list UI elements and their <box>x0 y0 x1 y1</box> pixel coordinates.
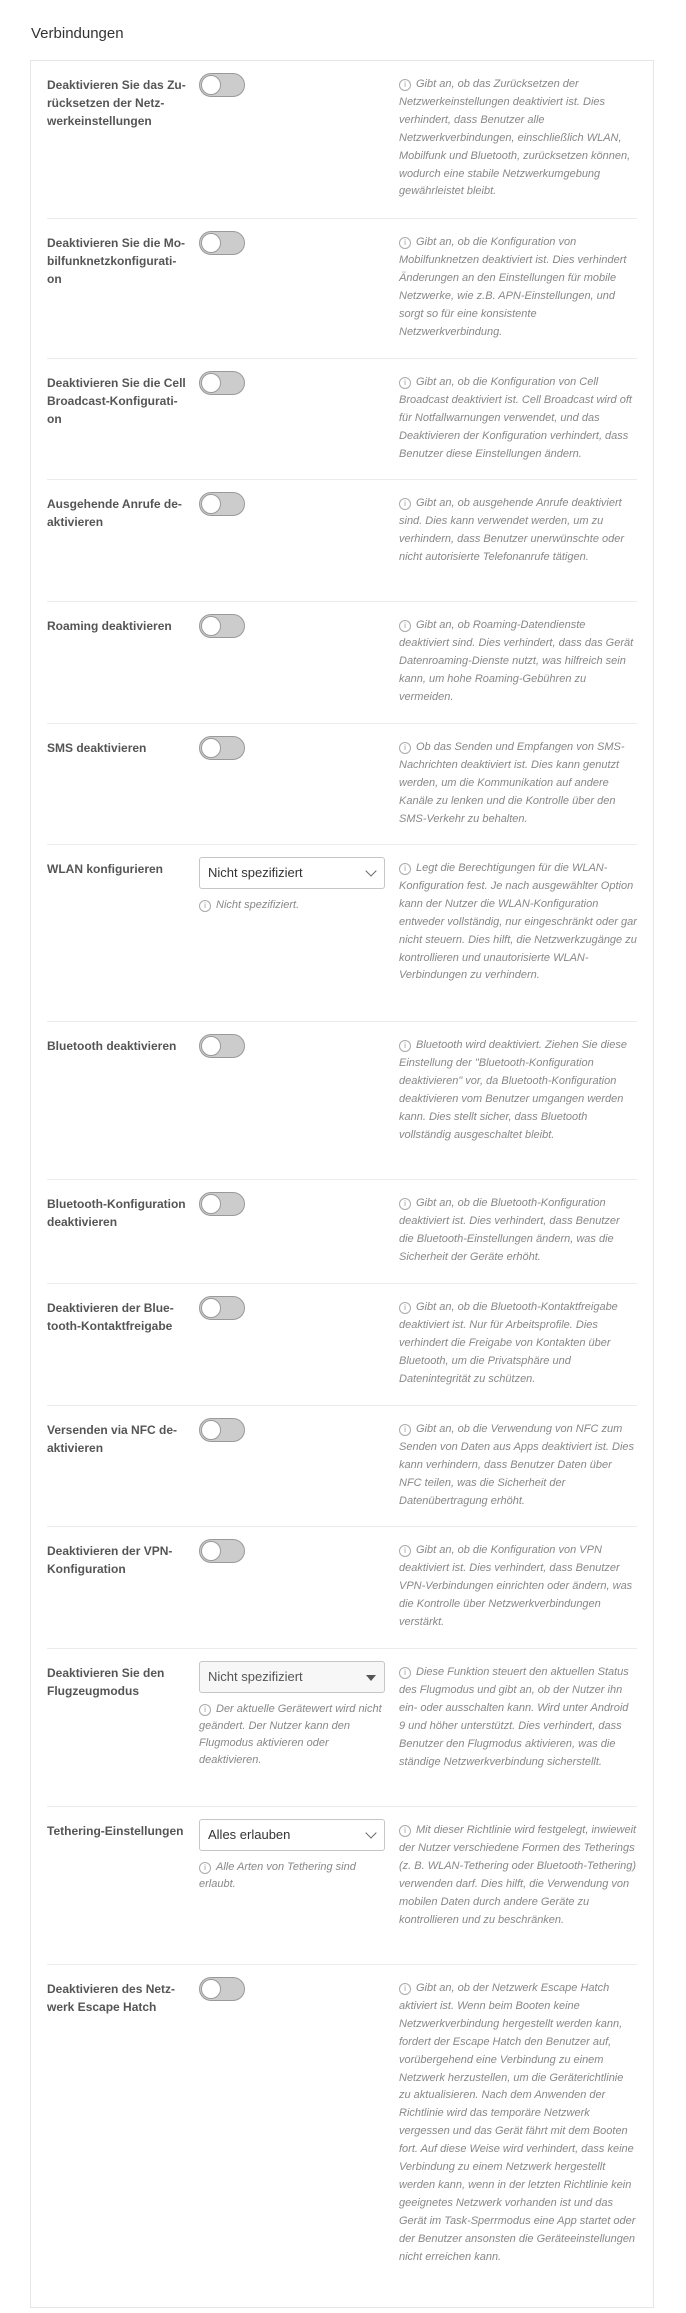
setting-label: WLAN konfigurieren <box>47 862 163 876</box>
hint-text: Alle Arten von Tethering sind erlaubt. <box>199 1861 356 1890</box>
bluetooth-toggle[interactable] <box>199 1034 245 1058</box>
setting-label: Versenden via NFC de-aktivieren <box>47 1423 178 1455</box>
info-icon: i <box>399 1825 411 1837</box>
setting-row-cell-broadcast <box>47 359 637 480</box>
setting-label: Deaktivieren des Netz-werk Escape Hatch <box>47 1982 176 2014</box>
setting-label: Deaktivieren Sie die Mo-bilfunknetzkonfigurati-on <box>47 236 186 286</box>
nfc-toggle[interactable] <box>199 1418 245 1442</box>
info-icon: i <box>399 1040 411 1052</box>
setting-row-nfc <box>47 1406 637 1527</box>
setting-label: Deaktivieren Sie die Cell Broadcast-Konfigurati-on <box>47 376 186 426</box>
description-text: Gibt an, ob die Verwendung von NFC zum Senden von Daten aus Apps deaktiviert ist. Dies kann verhindern, dass Benutzer Daten über NFC teilen, was die Sicherheit der Datenübertragung erhöht. <box>399 1423 635 1507</box>
setting-row-tethering <box>47 1807 637 1965</box>
setting-description <box>399 1542 637 1632</box>
chevron-down-icon <box>365 1827 376 1838</box>
info-icon: i <box>399 237 411 249</box>
select-hint <box>199 1859 387 1893</box>
setting-description <box>399 1980 637 2267</box>
setting-row-wlan-config <box>47 845 637 1022</box>
description-text: Gibt an, ob Roaming-Datendienste deaktiviert sind. Dies verhindert, dass das Gerät Datenroaming-Dienste nutzt, was hilfreich sein kann, um hohe Roaming-Gebühren zu vermeiden. <box>399 619 634 703</box>
setting-label: Bluetooth deaktivieren <box>47 1039 177 1053</box>
description-text: Gibt an, ob die Bluetooth-Kontaktfreigabe deaktiviert ist. Nur für Arbeitsprofile. Dies verhindert die Freigabe von Kontakten über Bluetooth, um die Privatsphäre und Datenintegrität zu schützen. <box>399 1301 618 1385</box>
select-hint <box>199 1701 387 1769</box>
description-text: Gibt an, ob der Netzwerk Escape Hatch aktiviert ist. Wenn beim Booten keine Netzwerkverbindung hergestellt werden kann, fordert der Escape Hatch den Benutzer auf, vorübergehend eine Verbindung zu einem Netzwerk herzustellen, um die Geräterichtlinie zu aktualisieren. Nach dem Anwenden der Richtlinie wird das temporäre Netzwerk vergessen und das Gerät fährt mit dem Booten fort. Auf diese Weise wird verhindert, dass keine Verbindung zu einem Netzwerk hergestellt werden kann, wenn in der letzten Richtlinie kein geeignetes Netzwerk vorhanden ist und das Gerät im Task-Sperrmodus eine App startet oder der Benutzer ansonsten die Geräteeinstellungen nicht erreichen kann. <box>399 1982 636 2263</box>
hint-text: Der aktuelle Gerätewert wird nicht geändert. Der Nutzer kann den Flugmodus aktivieren oder deaktivieren. <box>199 1703 382 1766</box>
outgoing-calls-toggle[interactable] <box>199 492 245 516</box>
description-text: Gibt an, ob die Bluetooth-Konfiguration deaktiviert ist. Dies verhindert, dass Benutzer die Bluetooth-Einstellungen ändern, was die Sicherheit der Geräte erhöht. <box>399 1197 620 1263</box>
caret-down-icon <box>366 1675 376 1681</box>
info-icon: i <box>199 1862 211 1874</box>
setting-row-outgoing-calls <box>47 480 637 602</box>
setting-description <box>399 860 637 985</box>
bluetooth-contacts-toggle[interactable] <box>199 1296 245 1320</box>
info-icon: i <box>199 1704 211 1716</box>
toggle-knob <box>201 1194 221 1214</box>
toggle-knob <box>201 1979 221 1999</box>
setting-row-roaming <box>47 602 637 724</box>
setting-row-vpn <box>47 1527 637 1649</box>
cell-broadcast-toggle[interactable] <box>199 371 245 395</box>
description-text: Mit dieser Richtlinie wird festgelegt, inwieweit der Nutzer verschiedene Formen des Tetherings (z. B. WLAN-Tethering oder Bluetooth-Tethering) verwenden darf. Dies hilft, die Verwendung von mobilen Daten durch andere Geräte zu kontrollieren und zu beschränken. <box>399 1824 637 1926</box>
info-icon: i <box>399 1667 411 1679</box>
setting-description <box>399 495 637 567</box>
info-icon: i <box>399 1424 411 1436</box>
setting-description <box>399 1664 637 1771</box>
airplane-mode-select[interactable] <box>199 1661 385 1693</box>
setting-label: Deaktivieren Sie das Zu-rücksetzen der Netz-werkeinstellungen <box>47 78 186 128</box>
setting-description <box>399 739 637 829</box>
description-text: Bluetooth wird deaktiviert. Ziehen Sie diese Einstellung der "Bluetooth-Konfiguration deaktivieren" vor, da Bluetooth-Konfiguration deaktivieren vom Benutzer umgangen werden kann. Dies stellt sicher, dass Bluetooth vollständig ausgeschaltet bleibt. <box>399 1039 627 1141</box>
wlan-config-select[interactable] <box>199 857 385 889</box>
toggle-knob <box>201 738 221 758</box>
toggle-knob <box>201 1298 221 1318</box>
setting-row-airplane-mode <box>47 1649 637 1807</box>
setting-description <box>399 1421 637 1511</box>
info-icon: i <box>199 900 211 912</box>
info-icon: i <box>399 1198 411 1210</box>
setting-label: Roaming deaktivieren <box>47 619 172 633</box>
setting-label: Deaktivieren Sie den Flugzeugmodus <box>47 1666 165 1698</box>
connections-card <box>30 60 654 2308</box>
info-icon: i <box>399 79 411 91</box>
select-value: Nicht spezifiziert <box>208 865 303 880</box>
setting-label: Tethering-Einstellungen <box>47 1824 184 1838</box>
setting-description <box>399 76 637 201</box>
select-value: Nicht spezifiziert <box>208 1669 303 1684</box>
toggle-knob <box>201 233 221 253</box>
description-text: Diese Funktion steuert den aktuellen Status des Flugmodus und gibt an, ob der Nutzer ihn ein- oder ausschalten kann. Wird unter Android 9 und höher unterstützt. Dies verhindert, dass Benutzer den Flugmodus aktivieren, was die ständige Netzwerkverbindung sicherstellt. <box>399 1666 629 1768</box>
info-icon: i <box>399 742 411 754</box>
info-icon: i <box>399 620 411 632</box>
setting-label: Ausgehende Anrufe de-aktivieren <box>47 497 182 529</box>
description-text: Ob das Senden und Empfangen von SMS-Nachrichten deaktiviert ist. Dies kann genutzt werden, um die Kommunikation auf andere Kanäle zu lenken und die Kontrolle über den SMS-Verkehr zu behalten. <box>399 741 625 825</box>
description-text: Gibt an, ob die Konfiguration von Cell Broadcast deaktiviert ist. Cell Broadcast wird oft für Notfallwarnungen verwendet, und das Deaktivieren der Konfiguration verhindert, dass Benutzer diese Einstellungen ändern. <box>399 376 632 460</box>
mobile-network-toggle[interactable] <box>199 231 245 255</box>
setting-label: Deaktivieren der VPN-Konfiguration <box>47 1544 173 1576</box>
setting-row-bluetooth <box>47 1022 637 1180</box>
chevron-down-icon <box>365 865 376 876</box>
toggle-knob <box>201 494 221 514</box>
vpn-toggle[interactable] <box>199 1539 245 1563</box>
setting-row-network-reset <box>47 61 637 219</box>
sms-toggle[interactable] <box>199 736 245 760</box>
select-value: Alles erlauben <box>208 1827 291 1842</box>
setting-label: Bluetooth-Konfiguration deaktivieren <box>47 1197 186 1229</box>
roaming-toggle[interactable] <box>199 614 245 638</box>
toggle-knob <box>201 1036 221 1056</box>
bluetooth-config-toggle[interactable] <box>199 1192 245 1216</box>
toggle-knob <box>201 75 221 95</box>
info-icon: i <box>399 863 411 875</box>
description-text: Gibt an, ob ausgehende Anrufe deaktiviert sind. Dies kann verwendet werden, um zu verhindern, dass Benutzer unerwünschte oder nicht autorisierte Telefonanrufe tätigen. <box>399 497 625 563</box>
toggle-knob <box>201 1420 221 1440</box>
setting-description <box>399 1037 637 1144</box>
setting-row-bluetooth-config <box>47 1180 637 1284</box>
description-text: Gibt an, ob die Konfiguration von VPN deaktiviert ist. Dies verhindert, dass Benutzer VPN-Verbindungen einrichten oder ändern, was die Kontrolle über Netzwerkverbindungen verstärkt. <box>399 1544 633 1628</box>
description-text: Legt die Berechtigungen für die WLAN-Konfiguration fest. Je nach ausgewählter Option kann der Nutzer die WLAN-Konfiguration entweder vollständig, nur eingeschränkt oder gar nicht steuern. Dies hilft, die Netzwerkzugänge zu kontrollieren und unautorisierte WLAN-Verbindungen zu verhindern. <box>399 862 637 982</box>
setting-description <box>399 617 637 707</box>
description-text: Gibt an, ob das Zurücksetzen der Netzwerkeinstellungen deaktiviert ist. Dies verhindert, dass Benutzer alle Netzwerkverbindungen, einschließlich WLAN, Mobilfunk und Bluetooth, zurücksetzen können, wodurch eine stabile Netzwerkumgebung gewährleistet bleibt. <box>399 78 631 198</box>
description-text: Gibt an, ob die Konfiguration von Mobilfunknetzen deaktiviert ist. Dies verhindert Änderungen an den Einstellungen für mobile Netzwerke, wie z.B. APN-Einstellungen, und sorgt so für eine konsistente Netzwerkverbindung. <box>399 236 627 338</box>
setting-row-sms <box>47 724 637 845</box>
info-icon: i <box>399 1302 411 1314</box>
setting-description <box>399 234 637 341</box>
toggle-knob <box>201 616 221 636</box>
setting-description <box>399 374 637 464</box>
setting-row-escape-hatch <box>47 1965 637 2307</box>
tethering-select[interactable] <box>199 1819 385 1851</box>
escape-hatch-toggle[interactable] <box>199 1977 245 2001</box>
section-title: Verbindungen <box>31 25 124 42</box>
info-icon: i <box>399 377 411 389</box>
network-reset-toggle[interactable] <box>199 73 245 97</box>
toggle-knob <box>201 1541 221 1561</box>
toggle-knob <box>201 373 221 393</box>
info-icon: i <box>399 1545 411 1557</box>
hint-text: Nicht spezifiziert. <box>216 899 300 911</box>
setting-label: SMS deaktivieren <box>47 741 147 755</box>
setting-description <box>399 1299 637 1389</box>
setting-label: Deaktivieren der Blue-tooth-Kontaktfreigabe <box>47 1301 174 1333</box>
setting-description <box>399 1822 637 1929</box>
setting-description <box>399 1195 637 1267</box>
setting-row-bluetooth-contacts <box>47 1284 637 1406</box>
setting-row-mobile-network <box>47 219 637 359</box>
info-icon: i <box>399 1983 411 1995</box>
info-icon: i <box>399 498 411 510</box>
select-hint <box>199 897 387 914</box>
